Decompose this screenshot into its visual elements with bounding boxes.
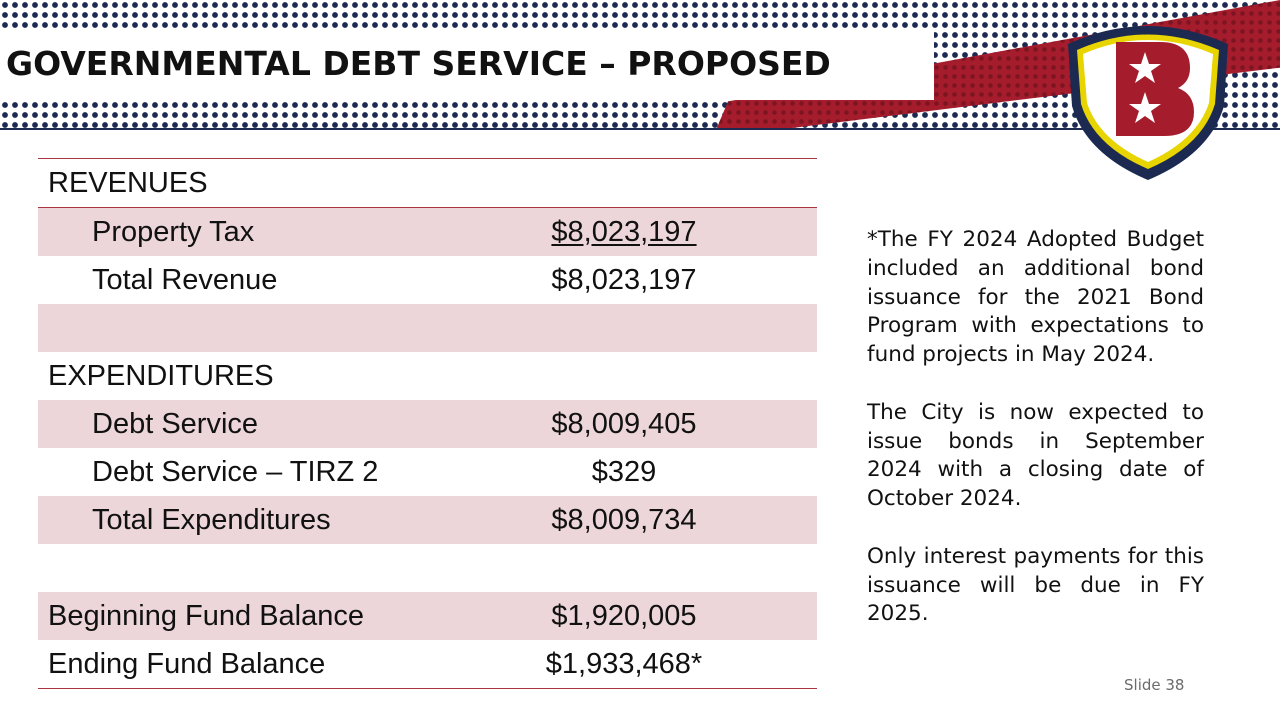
table-row-debt-service-tirz — [38, 448, 817, 496]
revenues-header: REVENUES — [48, 166, 208, 199]
beginning-fund-balance-label: Beginning Fund Balance — [48, 599, 365, 632]
total-revenue-label: Total Revenue — [92, 263, 278, 296]
table-row-beginning-fund-balance — [38, 592, 817, 640]
slide-title: GOVERNMENTAL DEBT SERVICE – PROPOSED — [6, 44, 831, 83]
debt-service-tirz-label: Debt Service – TIRZ 2 — [92, 455, 379, 488]
table-row-blank — [38, 304, 817, 352]
table-row-property-tax — [38, 207, 817, 256]
total-revenue-value: $8,023,197 — [551, 263, 697, 296]
table-row-ending-fund-balance — [38, 640, 817, 689]
debt-service-label: Debt Service — [92, 407, 259, 440]
table-row-spacer — [38, 544, 817, 592]
table-row-total-expenditures — [38, 496, 817, 544]
note-paragraph: Only interest payments for this issuance will be due in FY 2025. — [867, 543, 1204, 627]
expenditures-header: EXPENDITURES — [48, 359, 274, 392]
total-expenditures-label: Total Expenditures — [92, 503, 331, 536]
table-row-expenditures-header — [38, 352, 817, 400]
ending-fund-balance-value: $1,933,468* — [545, 647, 703, 680]
ending-fund-balance-label: Ending Fund Balance — [48, 647, 326, 680]
property-tax-label: Property Tax — [92, 215, 255, 248]
note-paragraph: *The FY 2024 Adopted Budget included an additional bond issuance for the 2021 Bond Program with expectations to fund projects in May 2024. — [867, 227, 1204, 368]
note-paragraph: The City is now expected to issue bonds in September 2024 with a closing date of October 2024. — [867, 399, 1204, 512]
debt-service-value: $8,009,405 — [551, 407, 697, 440]
b-star-shield-logo-icon — [1060, 14, 1236, 184]
debt-service-tirz-value: $329 — [591, 455, 657, 488]
total-expenditures-value: $8,009,734 — [551, 503, 697, 536]
table-row-total-revenue — [38, 256, 817, 304]
table-row-revenues-header — [38, 158, 817, 207]
notes-panel — [867, 226, 1204, 658]
debt-service-table — [38, 158, 817, 689]
beginning-fund-balance-value: $1,920,005 — [551, 599, 697, 632]
property-tax-value: $8,023,197 — [551, 215, 697, 248]
table-row-debt-service — [38, 400, 817, 448]
slide-number: Slide 38 — [1124, 676, 1185, 694]
